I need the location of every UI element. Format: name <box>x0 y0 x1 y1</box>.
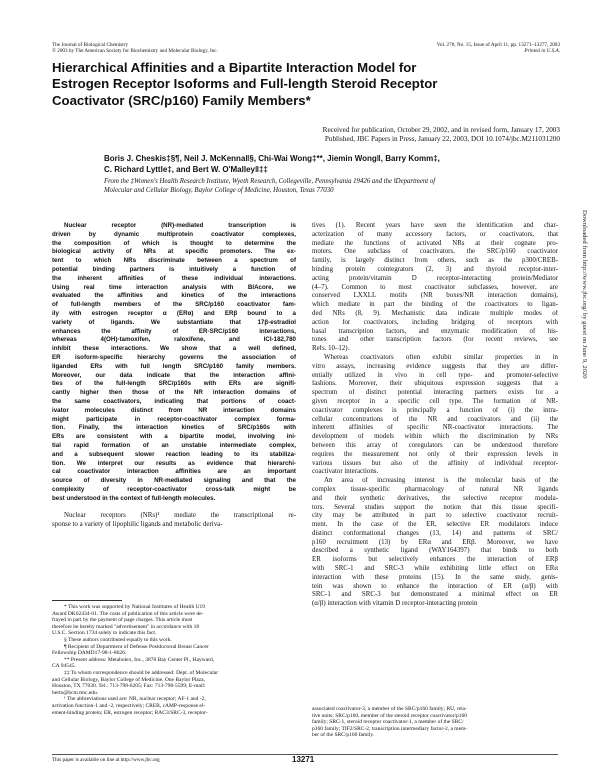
affiliations <box>104 178 564 196</box>
abstract-line: the composition of which is thought to determine the <box>52 239 296 247</box>
right-footnotes <box>312 706 558 739</box>
body-line: action for coactivators, including bridging of receptors with <box>312 318 558 326</box>
body-line: various tissues but also of the affinity of individual receptor- <box>312 459 558 467</box>
footnote-line: therefore be hereby marked "advertisement" in accordance with 18 <box>52 623 200 630</box>
body-line: vitro assays, increasing evidence suggests that they are differ- <box>312 362 558 370</box>
footnote-line: * This work was supported by National Institutes of Health U19 <box>64 604 206 610</box>
body-line: requires the measurement not only of their expression levels in <box>312 450 558 458</box>
volume-line: Vol. 278, No. 15, Issue of April 11, pp. 13271–13277, 2003 <box>436 42 560 48</box>
author-line: Boris J. Cheskis‡§¶, Neil J. McKenna‖§, Chi-Wai Wong‡**, Jiemin Wong‖, Barry Komm‡, <box>104 154 440 163</box>
abstract-line: Nuclear receptor (NR)-mediated transcription is <box>64 222 296 229</box>
footnote-line: ‡‡ To whom correspondence should be addressed: Dept. of Molecular <box>64 669 219 676</box>
affiliation-line: From the ‡Women's Health Research Institute, Wyeth Research, Collegeville, Pennsylvania 19426 and the ‖Department of <box>104 178 436 185</box>
received-dates <box>323 126 560 145</box>
abstract-line: complexity of receptor-coactivator cross-talk might be <box>52 485 296 493</box>
abstract-line: ERs are consistent with a bipartite model, involving ini- <box>52 433 296 441</box>
footnote-line: Houston, TX 77030. Tel.: 713-798-6205; Fax: 713-798-5599; E-mail: <box>52 683 206 690</box>
availability-note: This paper is available on line at http://www.jbc.org <box>52 757 160 763</box>
body-line: basal transcription factors, and enzymatic modification of his- <box>312 327 558 335</box>
abstract <box>52 222 296 504</box>
body-line: acterization of many accessory factors, or coactivators, that <box>312 230 558 238</box>
abstract-line: best understood in the context of full-length molecules. <box>52 494 216 502</box>
abstract-line: ily with estrogen receptor α (ERα) and ERβ bound to a <box>52 309 296 317</box>
body-line: sponse to a variety of lipophilic ligands and metabolic deriva- <box>52 521 223 529</box>
abstract-line: tent to which NRs discriminate between a spectrum of <box>52 257 296 265</box>
footnote-line: Award DK62434-01. The costs of publication of this article were de- <box>52 610 204 617</box>
abstract-line: and a subsequent slower reaction leading to its stabiliza- <box>52 450 296 458</box>
title-line: Coactivator (SRC/p160) Family Members* <box>52 92 311 108</box>
body-line: development of models within which the discrimination by NRs <box>312 433 558 441</box>
body-line: SRC-1 and SRC-3 but demonstrated a minimal effect on ER <box>312 591 558 599</box>
article-title <box>52 60 552 109</box>
body-line: with SRC-1 and SRC-3 while exhibiting little effect on ERα <box>312 565 558 573</box>
title-line: Hierarchical Affinities and a Bipartite Interaction Model for <box>52 60 417 75</box>
abstract-line: evaluated the affinities and kinetics of the interactions <box>52 292 296 300</box>
body-line: tives (1). Recent years have seen the identification and char- <box>312 222 558 229</box>
abstract-line: cantly higher then those of the NR interaction domains of <box>52 389 296 397</box>
footnote-line: U.S.C. Section 1734 solely to indicate this fact. <box>52 630 157 637</box>
body-line: entially utilized in vivo in cell type- and promoter-selective <box>312 371 558 379</box>
body-line: family, is largely distinct from others, such as the p300/CREB- <box>312 257 558 265</box>
body-line: An area of increasing interest is the molecular basis of the <box>324 477 558 485</box>
abstract-line: might participate in receptor-coactivator complex forma- <box>52 415 296 423</box>
abstract-line: tial rapid formation of an unstable intermediate complex, <box>52 441 296 449</box>
body-line: cellular concentrations of the NR and coactivators and (ii) the <box>312 415 558 423</box>
footnote-line: and Cellular Biology, Baylor College of Medicine, One Baylor Plaza, <box>52 676 205 683</box>
issue-header <box>437 42 560 55</box>
body-line: tors. Several studies support the notion that this tissue specifi- <box>312 503 558 511</box>
body-line: mediate the functions of activated NRs at their cognate pro- <box>312 239 558 247</box>
body-line: described a synthetic ligand (WAY164397) that binds to both <box>312 547 558 555</box>
body-line: which mediate in part the binding of the coactivators to ligan- <box>312 301 558 309</box>
abstract-line: Moreover, our data indicate that the interaction affini- <box>52 371 296 379</box>
footnote-line: ¹ The abbreviations used are: NR, nuclear receptor; AF-1 and -2, <box>64 696 206 703</box>
body-line: Refs. 10–12). <box>312 345 350 353</box>
printed-line: Printed in U.S.A. <box>524 48 560 55</box>
abstract-line: ties of the full-length SRC/p160s with ERs are signifi- <box>52 380 296 388</box>
abstract-line: inhibit these interactions. We show that a well defined, <box>52 345 296 353</box>
copyright-line: © 2003 by The American Society for Biochemistry and Molecular Biology, Inc. <box>52 48 218 55</box>
abstract-line: source of diversity in NR-mediated signaling and that the <box>52 477 296 485</box>
abstract-line: variety of ligands. We substantiate that 17β-estradiol <box>52 318 296 326</box>
journal-name: The Journal of Biological Chemistry <box>52 42 129 48</box>
body-line: between this array of coregulators can be understood therefore <box>312 441 558 449</box>
footnote-line: ber of the SRC/p160 family. <box>312 732 375 739</box>
footnotes <box>52 604 296 716</box>
footnote-line: berto@bcm.tmc.edu. <box>52 689 99 696</box>
body-line: coactivator complexes is principally a function of (i) the intra- <box>312 406 558 414</box>
right-column <box>312 222 558 609</box>
body-line: Whereas coactivators often exhibit similar properties in in <box>324 353 558 361</box>
published-line: Published, JBC Papers in Press, January 22, 2003, DOI 10.1074/jbc.M211031200 <box>324 135 560 144</box>
body-line: given receptor in a specific cell type. The formation of NR- <box>312 397 558 405</box>
body-line: ment. In the case of the ER, selective ER modulators induce <box>312 521 558 529</box>
footnote-line: tive units; SRC/p160, member of the steroid receptor coactivator/p160 <box>312 712 468 719</box>
abstract-line: the inherent affinities of these individual interactions. <box>52 274 296 282</box>
footnote-line: ement-binding protein; ER, estrogen receptor; RAC3/SRC-3, receptor- <box>52 709 208 716</box>
body-line: p160 recruitment (13) by ERα and ERβ. Moreover, we have <box>312 538 558 546</box>
body-line: moters. One subclass of coactivators, the SRC/p160 coactivator <box>312 248 558 256</box>
abstract-line: cal coactivator interaction affinities are an important <box>52 468 296 476</box>
abstract-line: the same coactivators, indicating that portions of coact- <box>52 397 296 405</box>
footnote-line: frayed in part by the payment of page charges. This article must <box>52 617 193 624</box>
abstract-line: liganded ERs with full length SRC/p160 family members. <box>52 362 296 370</box>
body-line: conserved LXXLL motifs (NR boxes/NR interaction domains), <box>312 292 558 300</box>
abstract-line: ivator molecules distinct from NR interaction domains <box>52 406 296 414</box>
footnote-line: ** Present address: Metabolex, Inc., 3876 Bay Center Pl., Hayward, <box>64 656 215 663</box>
body-line: distinct conformational changes (13, 14) and patterns of SRC/ <box>312 529 558 537</box>
download-watermark-text: Downloaded from http://www.jbc.org/ by guest on June 9, 2020 <box>581 210 588 379</box>
footnote-line: p160 family; TIF2/SRC-2, transcription intermediary factor-2, a mem- <box>312 725 468 732</box>
footnote-line: family; SRC-1, steroid receptor coactivator-1, a member of the SRC/ <box>312 719 464 726</box>
abstract-line: enhances the affinity of ER-SRC/p160 interactions, <box>52 327 296 335</box>
footnote-line: § These authors contributed equally to this work. <box>64 636 172 643</box>
affiliation-line: Molecular and Cellular Biology, Baylor College of Medicine, Houston, Texas 77030 <box>104 186 334 194</box>
body-line: Nuclear receptors (NRs)¹ mediate the transcriptional re- <box>64 512 296 520</box>
body-line: binding protein cointegrators (2, 3) and thyroid receptor-inter- <box>312 265 558 273</box>
page-number: 13271 <box>292 755 315 764</box>
body-line: inherent affinities of specific NR-coactivator interactions. The <box>312 424 558 432</box>
footnote-line: ¶ Recipient of Department of Defense Postdoctoral Breast Cancer <box>64 643 209 650</box>
footnote-line: activation function-1 and -2, respectively; CREB, cAMP-response el- <box>52 702 206 709</box>
footnote-rule <box>52 600 122 601</box>
received-line: Received for publication, October 29, 2002, and in revised form, January 17, 2003 <box>322 126 560 134</box>
body-line: city may be attributed in part to selective coactivator recruit- <box>312 512 558 520</box>
abstract-line: driven by dynamic multiprotein coactivator complexes, <box>52 230 296 238</box>
abstract-line: of full-length members of the SRC/p160 coactivator fam- <box>52 301 296 309</box>
footnote-line: CA 94545. <box>52 663 76 670</box>
body-line: ded NRs (8, 9). Mechanistic data indicate multiple modes of <box>312 309 558 317</box>
abstract-line: tion. Finally, the interaction kinetics of SRC/p160s with <box>52 424 296 432</box>
author-line: C. Richard Lyttle‡, and Bert W. O'Malley‖‡‡ <box>104 164 268 174</box>
title-line: Estrogen Receptor Isoforms and Full-length Steroid Receptor <box>52 76 438 92</box>
abstract-line: ER isoform-specific hierarchy governs the association of <box>52 353 296 361</box>
abstract-line: Using real time interaction analysis with BIAcore, we <box>52 283 296 291</box>
body-line: tones and other transcription factors (for recent reviews, see <box>312 336 558 344</box>
body-line: interaction with these proteins (15). In the same study, genis- <box>312 573 558 581</box>
body-line: and their synthetic derivatives, the selective receptor modula- <box>312 494 558 502</box>
abstract-line: whereas 4(OH)-tamoxifen, raloxifene, and ICI-182,780 <box>52 336 296 344</box>
footnote-line: Fellowship DAMD17-98-1-8626. <box>52 650 127 657</box>
introduction-start <box>52 512 296 530</box>
left-column <box>52 222 296 530</box>
abstract-line: tion. We interpret our results as evidence that hierarchi- <box>52 459 296 467</box>
footnote-line: associated coactivator-3, a member of the SRC/p160 family; RU, rela- <box>312 706 467 712</box>
body-line: tein was shown to enhance the interaction of ER (α/β) with <box>312 582 558 590</box>
body-line: acting protein/vitamin D receptor-interacting protein/Mediator <box>312 274 558 282</box>
body-line: (4–7). Common to most coactivator subclasses, however, are <box>312 283 558 291</box>
abstract-line: biological activity of NRs at specific promoters. The ex- <box>52 248 296 256</box>
body-line: fashions. Moreover, their ubiquitous expression suggests that a <box>312 380 558 388</box>
body-line: ER isoforms but selectively enhances the interaction of ERβ <box>312 556 558 564</box>
body-line: (α/β) interaction with vitamin D receptor-interacting protein <box>312 600 478 608</box>
body-line: coactivator interactions. <box>312 468 379 476</box>
body-line: complex tissue-specific pharmacology of natural NR ligands <box>312 485 558 493</box>
author-list <box>104 154 440 175</box>
download-watermark <box>578 210 590 600</box>
body-line: spectrum of distinct potential interacting partners exists for a <box>312 389 558 397</box>
journal-header <box>52 42 218 55</box>
abstract-line: potential binding partners is intuitively a function of <box>52 265 296 273</box>
